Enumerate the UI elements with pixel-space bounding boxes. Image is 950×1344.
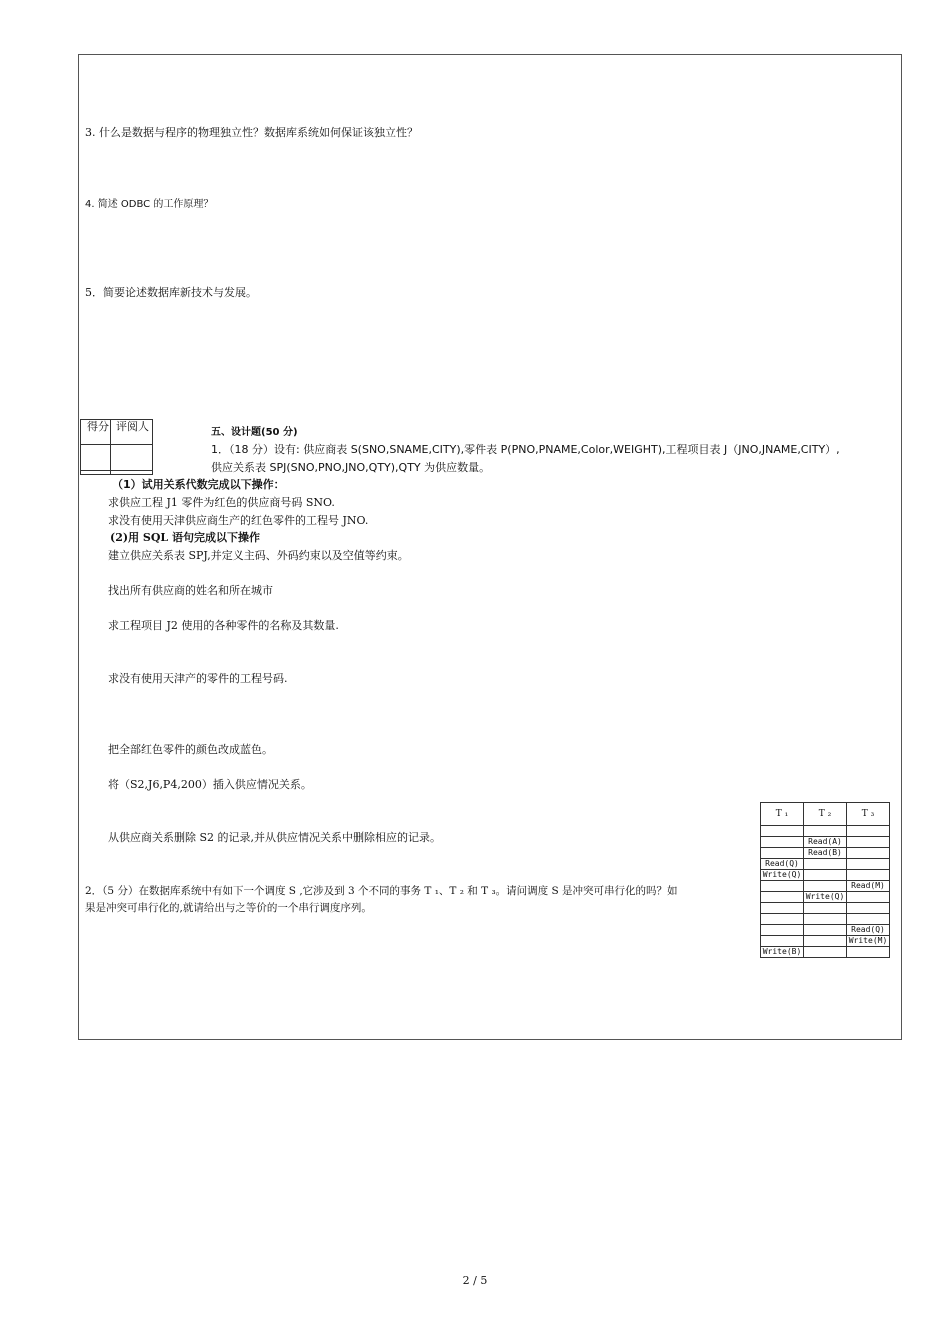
schedule-cell [847, 903, 890, 914]
part2-title: (2)用 SQL 语句完成以下操作 [110, 531, 260, 544]
part2-item: 从供应商关系删除 S2 的记录,并从供应情况关系中删除相应的记录。 [108, 831, 442, 844]
schedule-cell [761, 848, 804, 859]
schedule-cell [761, 914, 804, 925]
question-4: 4. 简述 ODBC 的工作原理？ [85, 199, 214, 210]
schedule-cell [804, 925, 847, 936]
part1-item: 求没有使用天津供应商生产的红色零件的工程号 JNO. [108, 514, 369, 527]
schedule-cell [847, 947, 890, 958]
schedule-cell [761, 903, 804, 914]
schedule-cell [847, 914, 890, 925]
schedule-cell [847, 837, 890, 848]
schedule-cell: Write(Q) [804, 892, 847, 903]
part2-item: 求没有使用天津产的零件的工程号码. [108, 672, 288, 685]
design-q1-line2: 供应关系表 SPJ(SNO,PNO,JNO,QTY),QTY 为供应数量。 [211, 461, 491, 474]
schedule-cell: Read(Q) [847, 925, 890, 936]
schedule-cell [804, 936, 847, 947]
schedule-cell: Write(M) [847, 936, 890, 947]
schedule-cell: Read(M) [847, 881, 890, 892]
schedule-cell: Read(Q) [761, 859, 804, 870]
part2-item: 找出所有供应商的姓名和所在城市 [108, 584, 273, 597]
schedule-cell [761, 837, 804, 848]
page-number: 2 / 5 [462, 1274, 488, 1287]
schedule-cell [804, 881, 847, 892]
schedule-cell [804, 914, 847, 925]
design-q1-line1: 1．（18 分）设有: 供应商表 S(SNO,SNAME,CITY),零件表 P(PNO,PNAME,Color,WEIGHT),工程项目表 J（JNO,JNAME,CITY）, [211, 443, 840, 456]
section-title: 五、设计题(50 分) [211, 427, 298, 438]
part2-item: 把全部红色零件的颜色改成蓝色。 [108, 743, 273, 756]
schedule-cell [804, 826, 847, 837]
schedule-cell: Write(B) [761, 947, 804, 958]
schedule-cell [804, 859, 847, 870]
schedule-cell [761, 826, 804, 837]
schedule-header: T ₂ [804, 803, 847, 826]
schedule-cell [847, 848, 890, 859]
schedule-cell [847, 859, 890, 870]
schedule-cell [761, 936, 804, 947]
part1-title: （1）试用关系代数完成以下操作： [112, 478, 285, 491]
part2-item: 将（S2,J6,P4,200）插入供应情况关系。 [108, 778, 312, 791]
schedule-cell [761, 925, 804, 936]
schedule-cell [847, 826, 890, 837]
schedule-cell: Read(A) [804, 837, 847, 848]
schedule-header: T ₁ [761, 803, 804, 826]
design-q2-line1: 2．（5 分）在数据库系统中有如下一个调度 S ,它涉及到 3 个不同的事务 T ₁、T ₂ 和 T ₃。请问调度 S 是冲突可串行化的吗？如 [85, 885, 678, 897]
reviewer-label: 评阅人 [116, 420, 149, 433]
schedule-cell [761, 892, 804, 903]
score-box [80, 419, 153, 475]
question-5: 5．简要论述数据库新技术与发展。 [85, 286, 257, 299]
schedule-cell: Read(B) [804, 848, 847, 859]
schedule-cell [804, 947, 847, 958]
schedule-cell [847, 870, 890, 881]
question-3: 3. 什么是数据与程序的物理独立性？数据库系统如何保证该独立性？ [85, 126, 418, 139]
score-label: 得分 [87, 420, 109, 433]
schedule-cell [804, 870, 847, 881]
part2-item: 建立供应关系表 SPJ,并定义主码、外码约束以及空值等约束。 [108, 549, 409, 562]
schedule-header: T ₃ [847, 803, 890, 826]
schedule-cell [761, 881, 804, 892]
part2-item: 求工程项目 J2 使用的各种零件的名称及其数量. [108, 619, 339, 632]
schedule-cell [804, 903, 847, 914]
part1-item: 求供应工程 J1 零件为红色的供应商号码 SNO. [108, 496, 335, 509]
schedule-table [760, 802, 890, 958]
schedule-cell: Write(Q) [761, 870, 804, 881]
schedule-cell [847, 892, 890, 903]
design-q2-line2: 果是冲突可串行化的,就请给出与之等价的一个串行调度序列。 [85, 902, 372, 914]
